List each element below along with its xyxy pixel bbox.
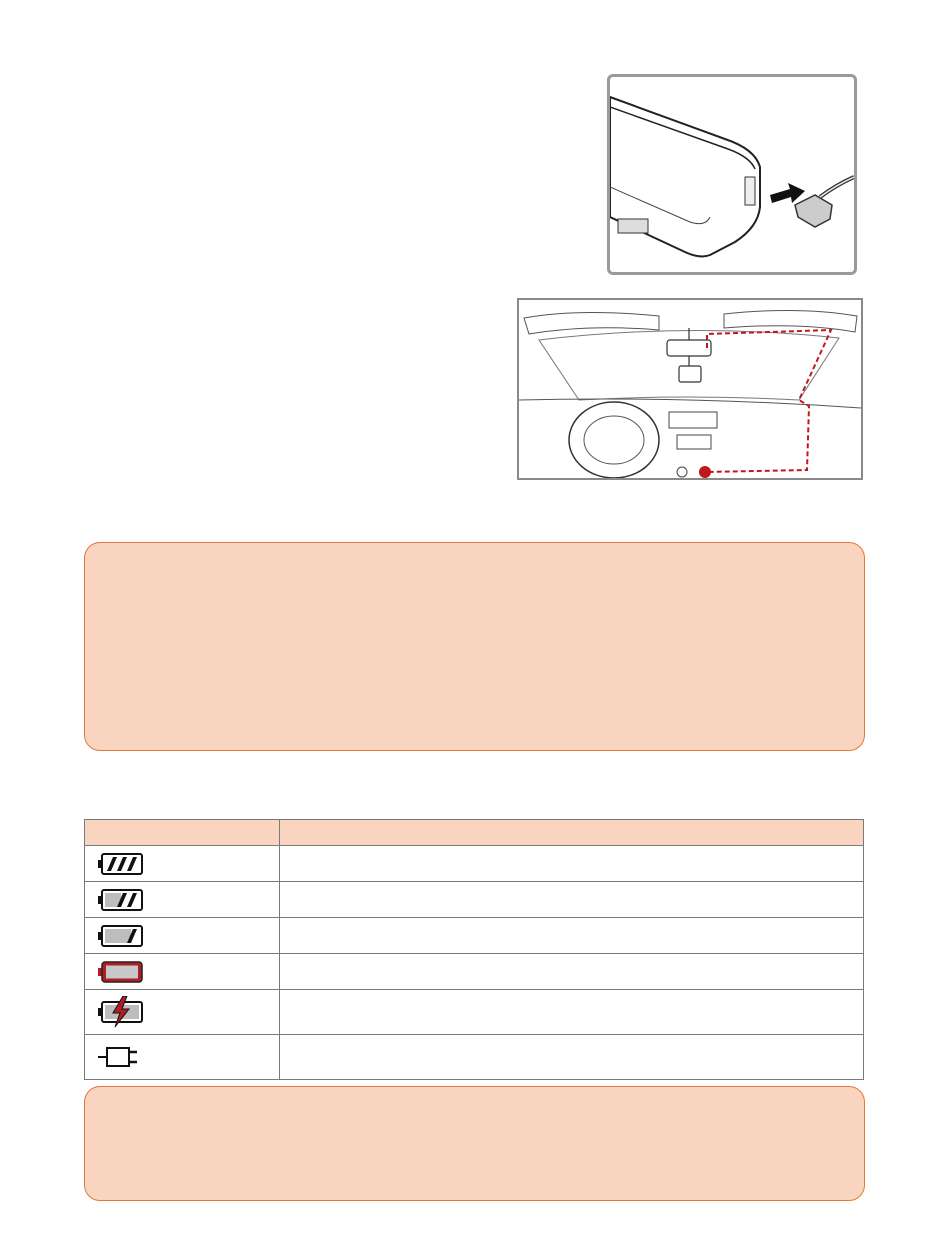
table-row [85, 918, 864, 954]
power-plug-icon [97, 1044, 143, 1070]
table-row [85, 1035, 864, 1080]
table-header-icon [85, 820, 280, 846]
table-row [85, 846, 864, 882]
table-row [85, 954, 864, 990]
table-header-row [85, 820, 864, 846]
battery-one-third-icon [97, 924, 143, 948]
battery-empty-icon [97, 960, 143, 984]
dashcam-power-figure [607, 74, 857, 275]
note-box [84, 1086, 865, 1201]
battery-status-table [84, 819, 864, 1080]
note-box [84, 542, 865, 751]
dashcam-illustration [610, 77, 854, 272]
table-row [85, 882, 864, 918]
cable-routing-illustration [519, 300, 861, 478]
battery-full-icon [97, 852, 143, 876]
battery-charging-icon [97, 996, 143, 1028]
table-header-description [280, 820, 864, 846]
battery-two-thirds-icon [97, 888, 143, 912]
table-row [85, 990, 864, 1035]
car-interior-figure [517, 298, 863, 480]
